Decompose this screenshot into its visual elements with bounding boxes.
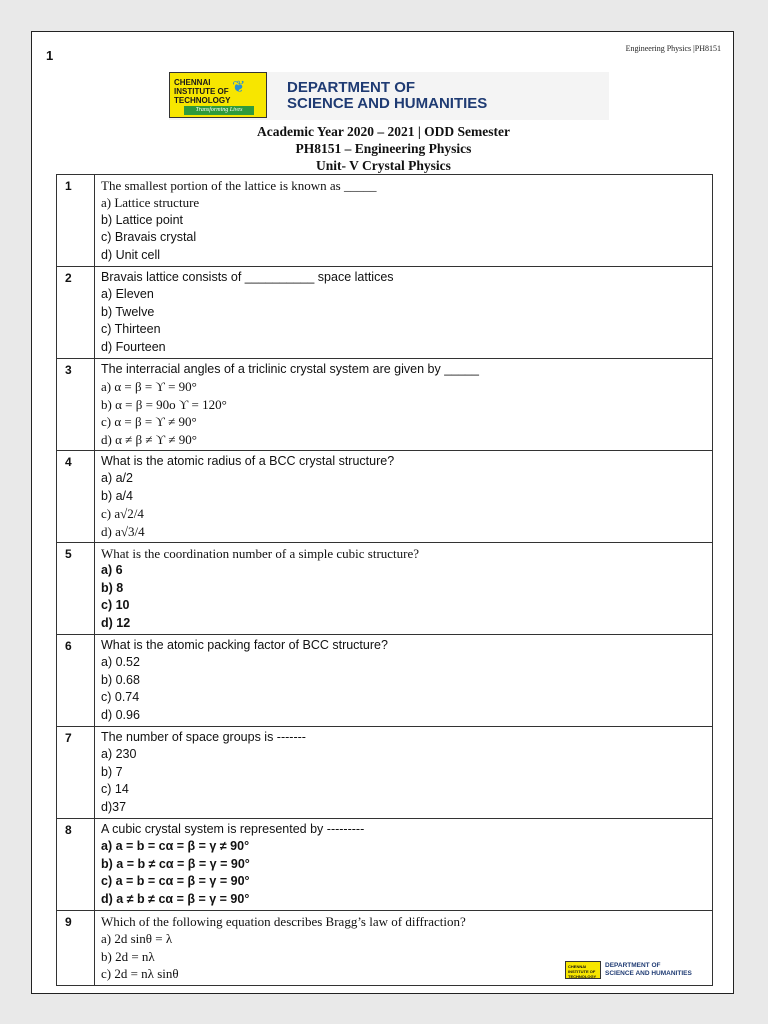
question-body xyxy=(95,267,713,359)
question-row xyxy=(57,451,713,543)
running-header: Engineering Physics |PH8151 xyxy=(625,44,721,53)
question-row xyxy=(57,175,713,267)
question-text: What is the atomic packing factor of BCC structure? xyxy=(101,638,388,652)
answer-option: c) 2d = nλ sinθ xyxy=(101,966,179,981)
answer-option: a) 230 xyxy=(101,747,137,761)
answer-option: b) 7 xyxy=(101,764,123,779)
question-number: 9 xyxy=(57,911,95,986)
answer-option: c) a = b = cα = β = γ = 90° xyxy=(101,874,250,888)
answer-option: d) a ≠ b ≠ cα = β = γ = 90° xyxy=(101,891,250,906)
question-number: 2 xyxy=(57,267,95,359)
question-row xyxy=(57,267,713,359)
question-text: The interracial angles of a triclinic crystal system are given by _____ xyxy=(101,362,479,376)
answer-option: c) a√2/4 xyxy=(101,506,144,521)
question-row xyxy=(57,819,713,911)
answer-option: a) Lattice structure xyxy=(101,195,200,210)
answer-option: d) Unit cell xyxy=(101,247,161,262)
question-text: A cubic crystal system is represented by --------- xyxy=(101,822,365,836)
butterfly-icon: ❦ xyxy=(232,79,246,96)
question-table xyxy=(56,174,713,986)
footer-logo xyxy=(565,961,697,979)
question-number: 7 xyxy=(57,727,95,819)
institution-banner xyxy=(169,72,609,120)
question-number: 5 xyxy=(57,543,95,635)
answer-option: b) Twelve xyxy=(101,304,155,319)
question-row xyxy=(57,543,713,635)
answer-option: a) a = b = cα = β = γ ≠ 90° xyxy=(101,839,250,853)
question-body xyxy=(95,359,713,451)
question-text: Bravais lattice consists of __________ space lattices xyxy=(101,270,394,284)
footer-institution-logo: CHENNAI INSTITUTE OF TECHNOLOGY xyxy=(565,961,601,979)
question-text: What is the atomic radius of a BCC crystal structure? xyxy=(101,454,395,468)
logo-line-3: TECHNOLOGY xyxy=(174,96,231,105)
answer-option: c) α = β = ϒ ≠ 90° xyxy=(101,414,197,429)
answer-option: c) Thirteen xyxy=(101,322,161,336)
department-line-1: DEPARTMENT OF xyxy=(287,79,416,96)
footer-dept-line-1: DEPARTMENT OF xyxy=(605,962,661,969)
document-page xyxy=(31,31,734,994)
question-number: 1 xyxy=(57,175,95,267)
question-text: What is the coordination number of a simple cubic structure? xyxy=(101,546,420,561)
answer-option: b) Lattice point xyxy=(101,212,183,227)
question-number: 4 xyxy=(57,451,95,543)
question-body xyxy=(95,175,713,267)
question-body xyxy=(95,819,713,911)
question-body xyxy=(95,727,713,819)
question-text: The smallest portion of the lattice is known as _____ xyxy=(101,178,377,193)
answer-option: d) a√3/4 xyxy=(101,523,145,539)
answer-option: a) Eleven xyxy=(101,287,154,301)
answer-option: d) Fourteen xyxy=(101,339,166,354)
question-number: 6 xyxy=(57,635,95,727)
question-body xyxy=(95,543,713,635)
answer-option: a) a/2 xyxy=(101,471,133,485)
logo-tagline: Transforming Lives xyxy=(184,106,254,115)
department-line-2: SCIENCE AND HUMANITIES xyxy=(287,95,488,112)
answer-option: b) α = β = 90o ϒ = 120° xyxy=(101,396,227,412)
answer-option: a) 0.52 xyxy=(101,655,140,669)
course-title: PH8151 – Engineering Physics xyxy=(295,141,472,156)
answer-option: d) 12 xyxy=(101,615,131,630)
answer-option: d) α ≠ β ≠ ϒ ≠ 90° xyxy=(101,431,197,447)
answer-option: d)37 xyxy=(101,799,127,814)
question-row xyxy=(57,359,713,451)
unit-title: Unit- V Crystal Physics xyxy=(316,158,451,173)
answer-option: a) α = β = ϒ = 90° xyxy=(101,379,197,394)
answer-option: b) 0.68 xyxy=(101,672,140,687)
answer-option: d) 0.96 xyxy=(101,707,140,722)
question-row xyxy=(57,635,713,727)
logo-line-1: CHENNAI xyxy=(174,78,211,87)
question-row xyxy=(57,727,713,819)
answer-option: c) 14 xyxy=(101,782,129,796)
answer-option: b) a/4 xyxy=(101,488,133,503)
department-title xyxy=(287,80,487,112)
question-body xyxy=(95,451,713,543)
question-number: 8 xyxy=(57,819,95,911)
answer-option: c) 10 xyxy=(101,598,130,612)
question-number: 3 xyxy=(57,359,95,451)
answer-option: a) 6 xyxy=(101,563,123,577)
answer-option: b) 8 xyxy=(101,580,124,595)
answer-option: a) 2d sinθ = λ xyxy=(101,931,173,946)
footer-dept-line-2: SCIENCE AND HUMANITIES xyxy=(605,969,692,977)
page-number: 1 xyxy=(46,48,54,63)
question-text: The number of space groups is ------- xyxy=(101,730,306,744)
academic-year-title: Academic Year 2020 – 2021 | ODD Semester xyxy=(256,124,511,139)
logo-line-2: INSTITUTE OF xyxy=(174,87,229,96)
answer-option: b) 2d = nλ xyxy=(101,948,155,964)
institution-logo xyxy=(169,72,267,118)
answer-option: c) 0.74 xyxy=(101,690,140,704)
answer-option: c) Bravais crystal xyxy=(101,230,197,244)
answer-option: b) a = b ≠ cα = β = γ = 90° xyxy=(101,856,250,871)
question-body xyxy=(95,635,713,727)
question-text: Which of the following equation describes Bragg’s law of diffraction? xyxy=(101,914,466,929)
